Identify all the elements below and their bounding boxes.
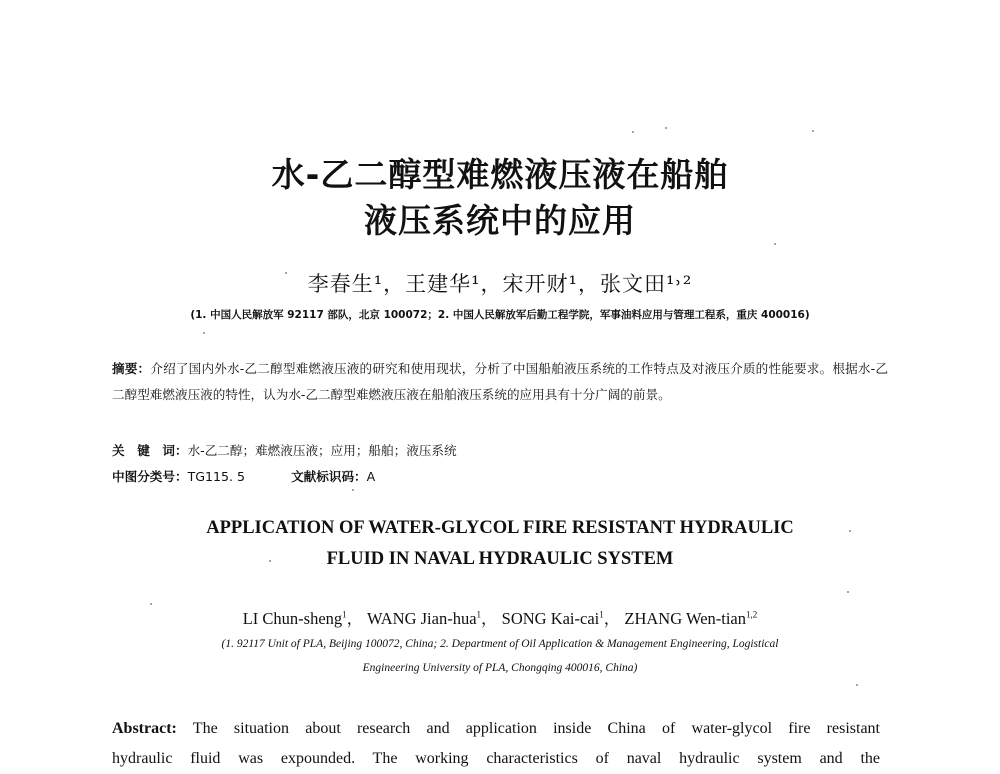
scan-speck (856, 684, 858, 686)
author-name: LI Chun-sheng (242, 609, 343, 628)
scan-speck (632, 131, 634, 133)
scan-speck (774, 243, 776, 245)
author-affiliation-mark: 1 (599, 609, 604, 620)
author-separator: ， (481, 609, 498, 628)
author-separator: ， (603, 609, 621, 628)
chinese-abstract (112, 356, 888, 408)
classification-label: 中图分类号： (112, 469, 188, 484)
chinese-keywords-label: 关 键 词： (112, 443, 188, 458)
english-title-line-2: FLUID IN NAVAL HYDRAULIC SYSTEM (326, 549, 674, 569)
author-affiliation-mark: 1 (342, 609, 347, 620)
chinese-affiliations: (1. 中国人民解放军 92117 部队，北京 100072；2. 中国人民解放军后勤工程学院，军事油料应用与管理工程系，重庆 400016) (190, 309, 810, 321)
author-affiliation-mark: 1,2 (746, 609, 758, 620)
chinese-abstract-label: 摘要： (112, 361, 151, 376)
document-code-label: 文献标识码： (291, 469, 367, 484)
english-affiliations-line-1: (1. 92117 Unit of PLA, Beijing 100072, China; 2. Department of Oil Application & Management Engineering, Logistical (221, 638, 779, 650)
author-name: SONG Kai-cai (501, 609, 600, 628)
chinese-title-line-1: 水-乙二醇型难燃液压液在船舶 (271, 155, 729, 194)
document-code-value: A (366, 469, 376, 484)
scan-speck (665, 127, 667, 129)
chinese-classification (112, 466, 375, 485)
scan-speck (812, 130, 814, 132)
scan-speck (352, 489, 354, 491)
english-abstract-line-1 (112, 714, 880, 744)
scan-speck (849, 530, 851, 532)
english-abstract (112, 714, 880, 774)
scan-speck (269, 560, 271, 562)
scan-speck (285, 272, 287, 274)
author-affiliation-mark: 1 (476, 609, 482, 620)
chinese-abstract-text: 介绍了国内外水-乙二醇型难燃液压液的研究和使用现状，分析了中国船舶液压系统的工作特点及对液压介质的性能要求。根据水-乙二醇型难燃液压液的特性，认为水-乙二醇型难燃液压液在船舶液压系统的应用具有十分广阔的前景。 (112, 361, 889, 402)
classification-value: TG115. 5 (187, 469, 246, 484)
english-affiliations-line-2: Engineering University of PLA, Chongqing 400016, China) (362, 662, 638, 674)
author-name: ZHANG Wen-tian (624, 609, 747, 628)
english-title-line-1: APPLICATION OF WATER-GLYCOL FIRE RESISTANT HYDRAULIC (206, 518, 794, 538)
english-abstract-text-1: The situation about research and application inside China of water-glycol fire resistant (176, 720, 880, 737)
scan-speck (847, 591, 849, 593)
english-authors (0, 605, 1000, 629)
chinese-keywords (112, 440, 457, 459)
english-abstract-label: Abstract: (112, 720, 177, 737)
scan-speck (150, 603, 152, 605)
author-name: WANG Jian-hua (367, 609, 477, 628)
chinese-title-line-2: 液压系统中的应用 (364, 201, 636, 240)
english-abstract-line-2: hydraulic fluid was expounded. The working characteristics of naval hydraulic system and the (112, 750, 880, 767)
chinese-authors: 李春生¹，王建华¹，宋开财¹，张文田¹˒² (307, 272, 693, 296)
chinese-keywords-text: 水-乙二醇；难燃液压液；应用；船舶；液压系统 (187, 443, 457, 458)
author-separator: ， (346, 609, 364, 628)
scan-speck (203, 332, 205, 334)
